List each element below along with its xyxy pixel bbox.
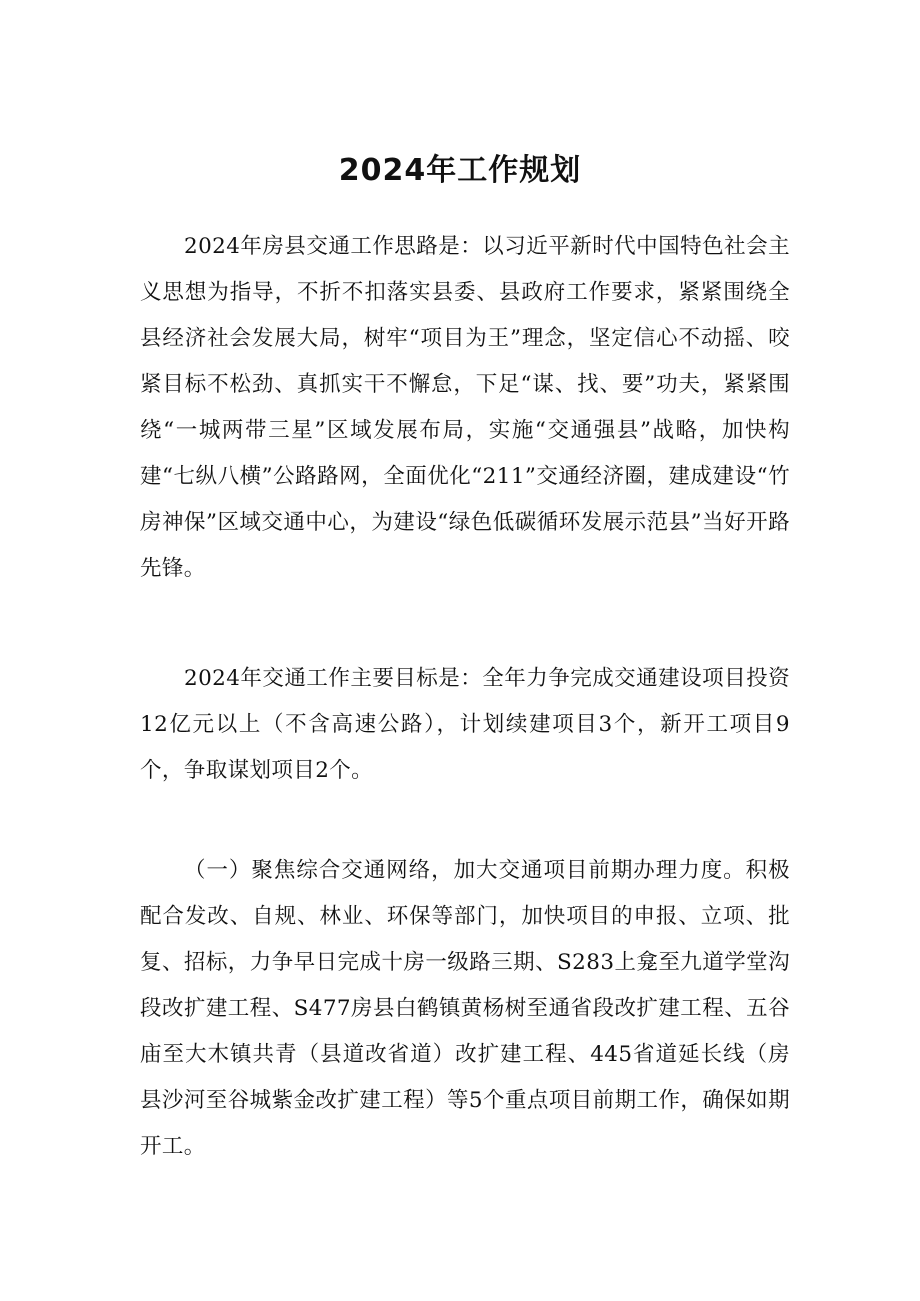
paragraph-work-approach: 2024年房县交通工作思路是：以习近平新时代中国特色社会主义思想为指导，不折不扣落实县委、县政府工作要求，紧紧围绕全县经济社会发展大局，树牢“项目为王”理念，坚定信心不动摇、咬紧目标不松劲、真抓实干不懈怠，下足“谋、找、要”功夫，紧紧围绕“一城两带三星”区域发展布局，实施“交通强县”战略，加快构建“七纵八横”公路路网，全面优化“211”交通经济圈，建成建设“竹房神保”区域交通中心，为建设“绿色低碳循环发展示范县”当好开路先锋。 — [140, 234, 790, 581]
paragraph-main-goals: 2024年交通工作主要目标是：全年力争完成交通建设项目投资12亿元以上（不含高速公路），计划续建项目3个，新开工项目9个，争取谋划项目2个。 — [140, 666, 790, 783]
paragraph-section-one: （一）聚焦综合交通网络，加大交通项目前期办理力度。积极配合发改、自规、林业、环保等部门，加快项目的申报、立项、批复、招标，力争早日完成十房一级路三期、S283上龛至九道学堂沟段改扩建工程、S477房县白鹤镇黄杨树至通省段改扩建工程、五谷庙至大木镇共青（县道改省道）改扩建工程、445省道延长线（房县沙河至谷城紫金改扩建工程）等5个重点项目前期工作，确保如期开工。 — [140, 858, 790, 1159]
document-title: 2024年工作规划 — [338, 153, 582, 188]
